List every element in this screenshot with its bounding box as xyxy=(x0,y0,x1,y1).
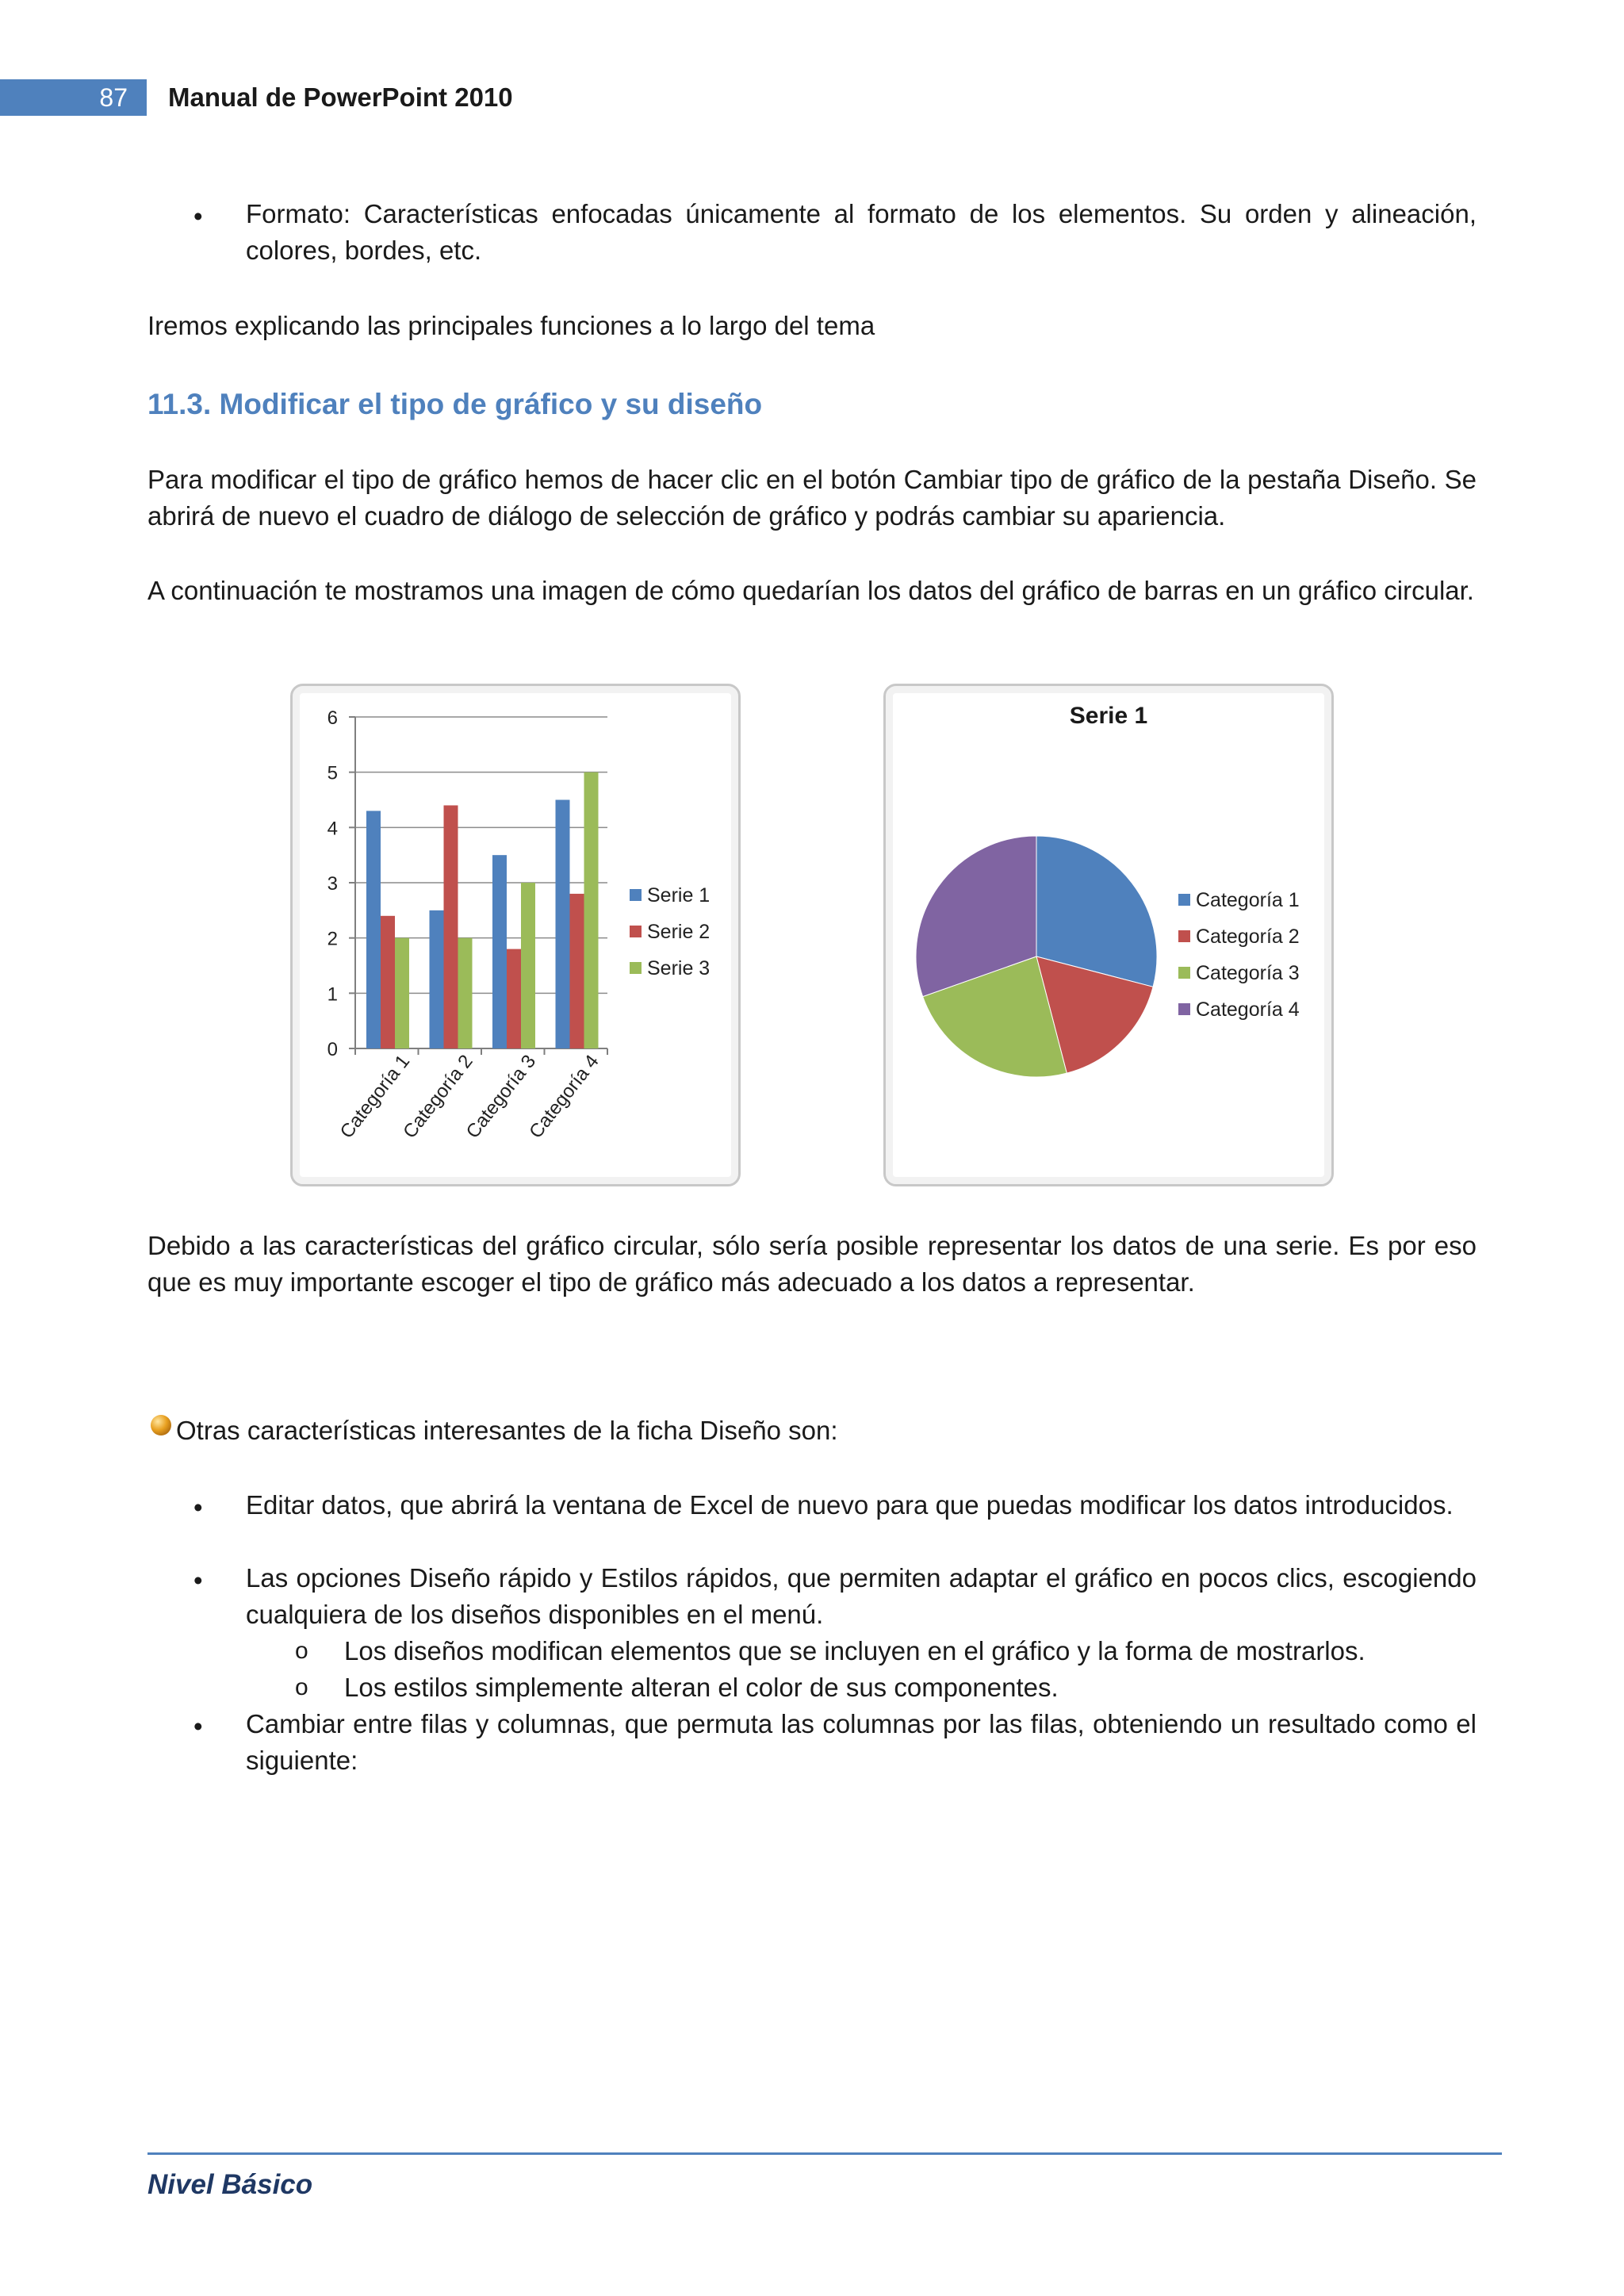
bar xyxy=(444,805,458,1048)
legend-label: Serie 3 xyxy=(647,957,710,979)
legend-swatch xyxy=(1178,967,1190,979)
y-tick-label: 0 xyxy=(327,1039,338,1060)
legend-swatch xyxy=(1178,894,1190,906)
x-tick-label: Categoría 4 xyxy=(525,1051,603,1143)
bullet-marker: • xyxy=(193,201,203,231)
legend-swatch xyxy=(630,889,642,901)
bullet-gem-icon xyxy=(151,1415,171,1435)
legend-label: Serie 2 xyxy=(647,921,710,943)
pie-chart xyxy=(883,684,1334,1186)
bullet-editar-datos: Editar datos, que abrirá la ventana de Excel de nuevo para que puedas modificar los datos introducidos. xyxy=(246,1490,1454,1520)
document-title: Manual de PowerPoint 2010 xyxy=(168,82,513,112)
y-tick-label: 6 xyxy=(327,707,338,729)
bar xyxy=(521,883,535,1048)
bullet-formato: Formato: Características enfocadas únicamente al formato de los elementos. Su orden y alineación, colores, bordes, etc. xyxy=(246,199,1477,265)
legend-swatch xyxy=(1178,930,1190,942)
sub-bullet-disenos: Los diseños modifican elementos que se incluyen en el gráfico y la forma de mostrarlos. xyxy=(344,1636,1365,1665)
sub-bullet-marker: o xyxy=(295,1674,308,1700)
paragraph-1: Para modificar el tipo de gráfico hemos de hacer clic en el botón Cambiar tipo de gráfico de la pestaña Diseño. Se abrirá de nuevo el cuadro de diálogo de selección de gráfico y podrás cambiar su apariencia. xyxy=(147,465,1477,531)
y-tick-label: 5 xyxy=(327,762,338,784)
bullet-marker: • xyxy=(193,1711,203,1741)
bar xyxy=(570,894,584,1048)
pie-title: Serie 1 xyxy=(1069,703,1148,729)
x-tick-label: Categoría 1 xyxy=(335,1051,415,1143)
legend-label: Serie 1 xyxy=(647,884,710,907)
y-tick-label: 2 xyxy=(327,928,338,950)
paragraph-intro: Iremos explicando las principales funciones a lo largo del tema xyxy=(147,311,875,340)
legend-label: Categoría 3 xyxy=(1196,962,1300,984)
bullet-diseno-rapido: Las opciones Diseño rápido y Estilos rápidos, que permiten adaptar el gráfico en pocos clics, escogiendo cualquiera de los diseños disponibles en el menú. xyxy=(246,1563,1477,1629)
bar xyxy=(430,910,444,1048)
bullet-marker: • xyxy=(193,1493,203,1522)
y-tick-label: 4 xyxy=(327,818,338,840)
y-tick-label: 3 xyxy=(327,873,338,895)
bar xyxy=(584,772,599,1048)
x-tick-label: Categoría 2 xyxy=(399,1051,477,1143)
footer-level: Nivel Básico xyxy=(147,2169,313,2200)
legend-label: Categoría 2 xyxy=(1196,926,1300,948)
bar xyxy=(458,938,473,1048)
legend-label: Categoría 1 xyxy=(1196,889,1300,911)
legend-label: Categoría 4 xyxy=(1196,999,1300,1021)
page-number: 87 xyxy=(0,79,147,116)
bar xyxy=(395,938,409,1048)
legend-swatch xyxy=(1178,1003,1190,1015)
x-tick-label: Categoría 3 xyxy=(462,1051,541,1143)
bar xyxy=(556,800,570,1049)
bullet-cambiar-filas: Cambiar entre filas y columnas, que permuta las columnas por las filas, obteniendo un resultado como el siguiente: xyxy=(246,1709,1477,1775)
bar-chart xyxy=(290,684,741,1186)
legend-swatch xyxy=(630,926,642,937)
bar xyxy=(381,916,395,1048)
sub-bullet-estilos: Los estilos simplemente alteran el color de sus componentes. xyxy=(344,1673,1059,1702)
paragraph-3: Debido a las características del gráfico circular, sólo sería posible representar los datos de una serie. Es por eso que es muy importante escoger el tipo de gráfico más adecuado a los datos a representar. xyxy=(147,1231,1477,1297)
paragraph-4: Otras características interesantes de la ficha Diseño son: xyxy=(176,1416,838,1445)
legend-swatch xyxy=(630,962,642,974)
bar xyxy=(507,949,521,1048)
bar xyxy=(492,855,507,1048)
sub-bullet-marker: o xyxy=(295,1638,308,1664)
section-heading: 11.3. Modificar el tipo de gráfico y su diseño xyxy=(147,388,763,420)
paragraph-2: A continuación te mostramos una imagen de cómo quedarían los datos del gráfico de barras en un gráfico circular. xyxy=(147,576,1474,605)
y-tick-label: 1 xyxy=(327,983,338,1006)
bar xyxy=(366,811,381,1048)
footer-rule xyxy=(147,2152,1502,2155)
bullet-marker: • xyxy=(193,1566,203,1595)
